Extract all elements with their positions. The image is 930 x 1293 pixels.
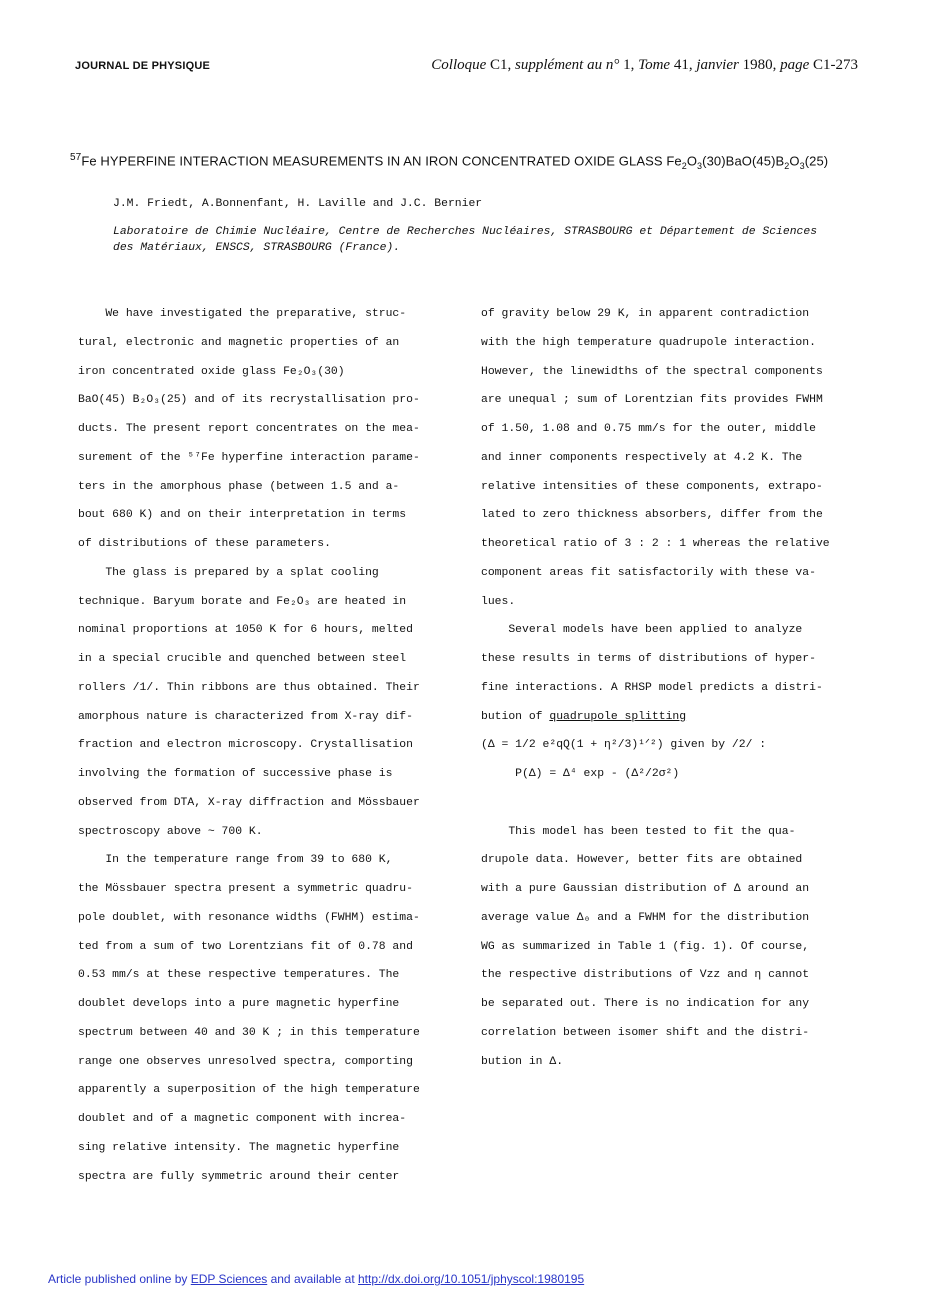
- text-line: (Δ = 1/2 e²qQ(1 + η²/3)¹ᐟ²) given by /2/ :: [481, 739, 767, 752]
- text-line: apparently a superposition of the high temperature: [78, 1084, 420, 1097]
- citation-supplement: supplément au n°: [515, 57, 620, 73]
- text-line: In the temperature range from 39 to 680 K,: [78, 854, 393, 867]
- text-line: We have investigated the preparative, struc-: [78, 308, 407, 320]
- citation-issue: C1,: [486, 57, 516, 73]
- text-line: bout 680 K) and on their interpretation in terms: [78, 509, 407, 522]
- text-line: nominal proportions at 1050 K for 6 hours, melted: [78, 624, 413, 637]
- text-line: WG as summarized in Table 1 (fig. 1). Of course,: [481, 940, 810, 953]
- title-sub-1: 2: [681, 160, 687, 171]
- text-line: sing relative intensity. The magnetic hyperfine: [78, 1141, 400, 1154]
- text-line: range one observes unresolved spectra, comporting: [78, 1055, 413, 1068]
- text-line: theoretical ratio of 3 : 2 : 1 whereas the relative: [481, 538, 830, 550]
- title-text-3: (30)BaO(45)B: [702, 153, 785, 169]
- text-line: of gravity below 29 K, in apparent contradiction: [481, 308, 810, 320]
- text-line: ducts. The present report concentrates on the mea-: [78, 423, 420, 435]
- citation-year: 1980,: [738, 57, 781, 73]
- text-line: be separated out. There is no indication for any: [481, 998, 810, 1010]
- text-line: with the high temperature quadrupole interaction.: [481, 336, 816, 349]
- title-text-4: O: [789, 153, 800, 169]
- text-line: these results in terms of distributions of hyper-: [481, 653, 816, 665]
- text-line: involving the formation of successive phase is: [78, 768, 393, 780]
- citation-page-label: page: [780, 57, 810, 73]
- text-line: P(Δ) = Δ⁴ exp - (Δ²/2σ²): [481, 768, 680, 780]
- text-line: ters in the amorphous phase (between 1.5 and a-: [78, 480, 400, 493]
- text-line: [481, 789, 851, 818]
- text-line: ted from a sum of two Lorentzians fit of 0.78 and: [78, 940, 413, 953]
- text-line: Several models have been applied to analyze: [481, 624, 803, 637]
- citation-colloque: Colloque: [431, 57, 487, 73]
- title-text-5: (25): [804, 153, 829, 169]
- citation-line: [431, 57, 858, 74]
- affiliation: Laboratoire de Chimie Nucléaire, Centre de Recherches Nucléaires, STRASBOURG et Département de Sciences des Matériaux, ENSCS, STRASBOURG (France).: [113, 226, 818, 254]
- text-line: spectra are fully symmetric around their center: [78, 1170, 400, 1183]
- citation-volume: 41,: [670, 57, 697, 73]
- text-line: of 1.50, 1.08 and 0.75 mm/s for the outer, middle: [481, 423, 816, 435]
- text-line: the Mössbauer spectra present a symmetric quadru-: [78, 883, 413, 895]
- text-line: doublet develops into a pure magnetic hyperfine: [78, 998, 400, 1010]
- paper-title: [70, 152, 828, 171]
- author-list: J.M. Friedt, A.Bonnenfant, H. Laville and J.C. Bernier: [113, 198, 483, 210]
- footer-middle: and available at: [267, 1272, 358, 1286]
- text-line: of distributions of these parameters.: [78, 538, 331, 550]
- text-line: BaO(45) B₂O₃(25) and of its recrystallisation pro-: [78, 394, 420, 407]
- text-line: correlation between isomer shift and the distri-: [481, 1026, 810, 1039]
- left-column: [78, 300, 453, 1191]
- title-sub-4: 3: [799, 160, 805, 171]
- text-line: are unequal ; sum of Lorentzian fits provides FWHM: [481, 394, 823, 407]
- text-line: average value Δ₀ and a FWHM for the distribution: [481, 911, 810, 924]
- text-line: 0.53 mm/s at these respective temperatures. The: [78, 969, 400, 982]
- text-line: However, the linewidths of the spectral components: [481, 365, 823, 378]
- text-line: surement of the ⁵⁷Fe hyperfine interaction parame-: [78, 451, 420, 464]
- footer-prefix: Article published online by: [48, 1272, 191, 1286]
- text-line: bution of quadrupole splitting: [481, 710, 687, 723]
- text-line: spectrum between 40 and 30 K ; in this temperature: [78, 1026, 420, 1039]
- citation-month: janvier: [696, 57, 739, 73]
- text-line: lues.: [481, 595, 516, 608]
- journal-name: JOURNAL DE PHYSIQUE: [75, 60, 211, 72]
- text-line: observed from DTA, X-ray diffraction and Mössbauer: [78, 796, 420, 809]
- doi-link[interactable]: http://dx.doi.org/10.1051/jphyscol:1980195: [357, 1272, 585, 1286]
- text-line: lated to zero thickness absorbers, differ from the: [481, 509, 823, 522]
- publisher-link[interactable]: EDP Sciences: [190, 1272, 268, 1286]
- text-line: spectroscopy above ~ 700 K.: [78, 825, 263, 838]
- text-line: pole doublet, with resonance widths (FWHM) estima-: [78, 911, 420, 924]
- text-line: in a special crucible and quenched between steel: [78, 653, 407, 665]
- text-line: technique. Baryum borate and Fe₂O₃ are heated in: [78, 595, 407, 608]
- text-line: component areas fit satisfactorily with these va-: [481, 566, 816, 579]
- text-line: fine interactions. A RHSP model predicts a distri-: [481, 681, 823, 694]
- text-line: The glass is prepared by a splat cooling: [78, 566, 379, 579]
- publication-footer: [48, 1272, 584, 1286]
- title-sub-2: 3: [697, 160, 703, 171]
- text-line: tural, electronic and magnetic properties of an: [78, 336, 400, 349]
- text-line: fraction and electron microscopy. Crystallisation: [78, 739, 413, 752]
- citation-tome: Tome: [638, 57, 671, 73]
- citation-page: C1-273: [809, 57, 858, 73]
- citation-number: 1,: [619, 57, 639, 73]
- text-line: bution in Δ.: [481, 1055, 564, 1068]
- text-line: relative intensities of these components, extrapo-: [481, 480, 823, 493]
- title-sub-3: 2: [784, 160, 790, 171]
- text-line: drupole data. However, better fits are obtained: [481, 854, 803, 867]
- text-line: amorphous nature is characterized from X-ray dif-: [78, 710, 413, 723]
- text-line: doublet and of a magnetic component with increa-: [78, 1113, 407, 1125]
- text-line: iron concentrated oxide glass Fe₂O₃(30): [78, 365, 345, 378]
- text-line: This model has been tested to fit the qua-: [481, 825, 796, 838]
- text-line: with a pure Gaussian distribution of Δ around an: [481, 883, 810, 895]
- title-text-1: Fe HYPERFINE INTERACTION MEASUREMENTS IN AN IRON CONCENTRATED OXIDE GLASS Fe: [81, 153, 682, 169]
- text-line: the respective distributions of Vzz and η cannot: [481, 969, 810, 982]
- text-line: rollers /1/. Thin ribbons are thus obtained. Their: [78, 681, 420, 694]
- right-column: [481, 300, 851, 1076]
- title-isotope-mass: 57: [70, 152, 82, 163]
- title-text-2: O: [686, 153, 698, 169]
- text-line: and inner components respectively at 4.2 K. The: [481, 451, 803, 464]
